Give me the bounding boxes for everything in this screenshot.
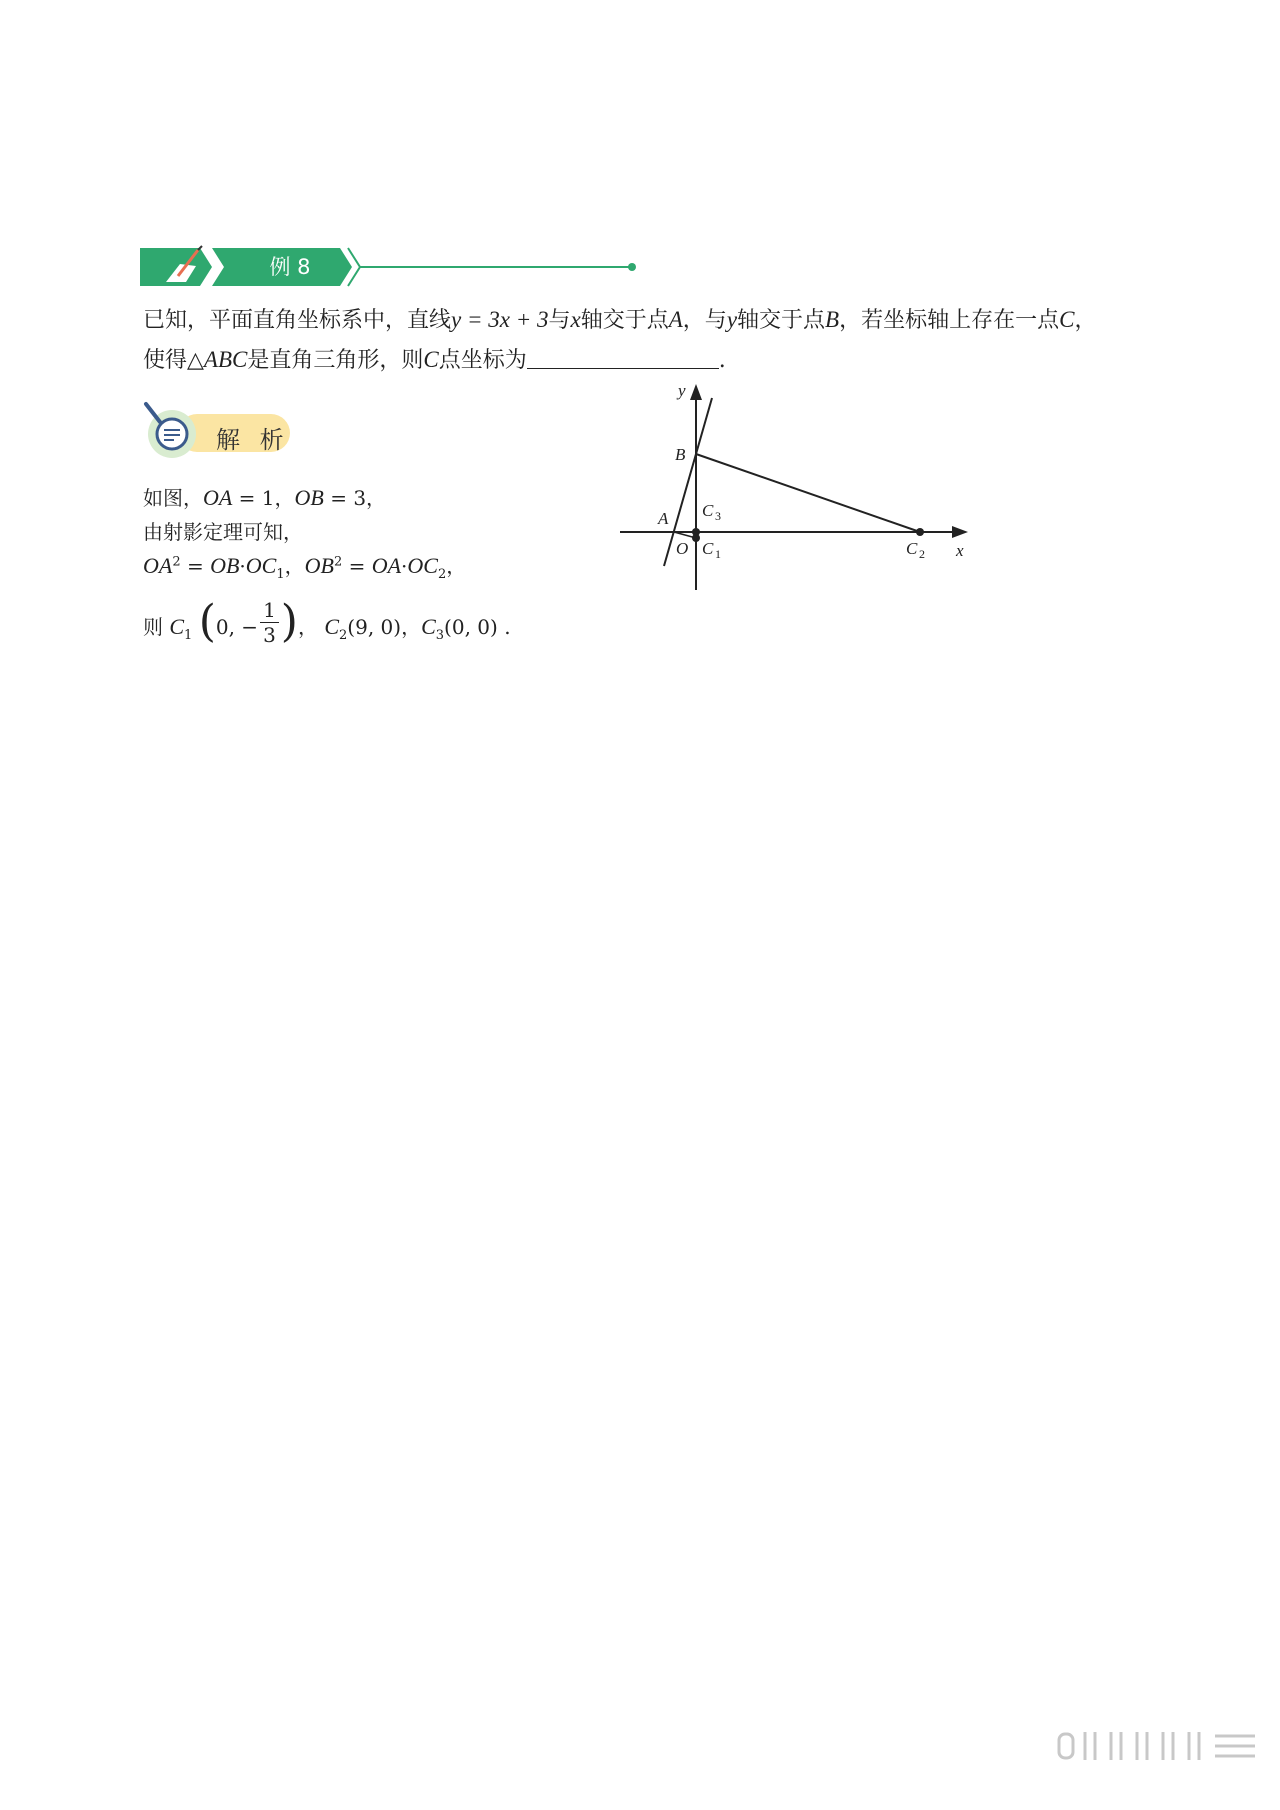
example-banner xyxy=(140,244,650,290)
label-c3: C xyxy=(702,501,714,520)
label-c2: C xyxy=(906,539,918,558)
solution-line-1: 如图，OA = 1，OB = 3， xyxy=(143,485,387,510)
solution-line-2: 由射影定理可知， xyxy=(143,520,303,544)
label-a: A xyxy=(658,509,669,528)
problem-line-2: 使得△ABC是直角三角形，则C点坐标为 . xyxy=(143,340,1163,381)
label-x: x xyxy=(956,541,964,560)
label-o: O xyxy=(676,539,689,558)
coordinate-figure xyxy=(620,380,980,600)
example-number: 例 8 xyxy=(269,255,311,279)
analysis-label: 解 析 xyxy=(216,426,290,454)
problem-line-1: 已知，平面直角坐标系中，直线y = 3x + 3与x轴交于点A，与y轴交于点B，若坐标轴上存在一点C， xyxy=(143,307,1097,333)
magnifier-icon xyxy=(146,404,196,458)
point-c1 xyxy=(692,534,700,542)
watermark-icon xyxy=(1055,1726,1265,1766)
label-b: B xyxy=(675,445,686,464)
solution-line-4: 则 $C_1$ (0, − $\frac{1}{3}$ )， $C_2(9$, 0)，$C_3(0$, 0) . xyxy=(143,596,511,647)
label-c2-sub: 2 xyxy=(919,547,925,561)
answer-blank[interactable] xyxy=(527,344,719,369)
label-y: y xyxy=(678,381,686,400)
solution-line-3: $OA^2 = OB\cdot OC_1$，$OB^2 = OA\cdot OC_2$， xyxy=(143,553,467,582)
label-c1-sub: 1 xyxy=(715,547,721,561)
label-c3-sub: 3 xyxy=(715,509,721,523)
segment-bc2 xyxy=(696,454,920,532)
label-c1: C xyxy=(702,539,714,558)
y-axis-arrow xyxy=(690,384,702,400)
x-axis-arrow xyxy=(952,526,968,538)
fraction-one-third: $\frac{1}{3}$ xyxy=(260,598,279,647)
point-c2 xyxy=(916,528,924,536)
